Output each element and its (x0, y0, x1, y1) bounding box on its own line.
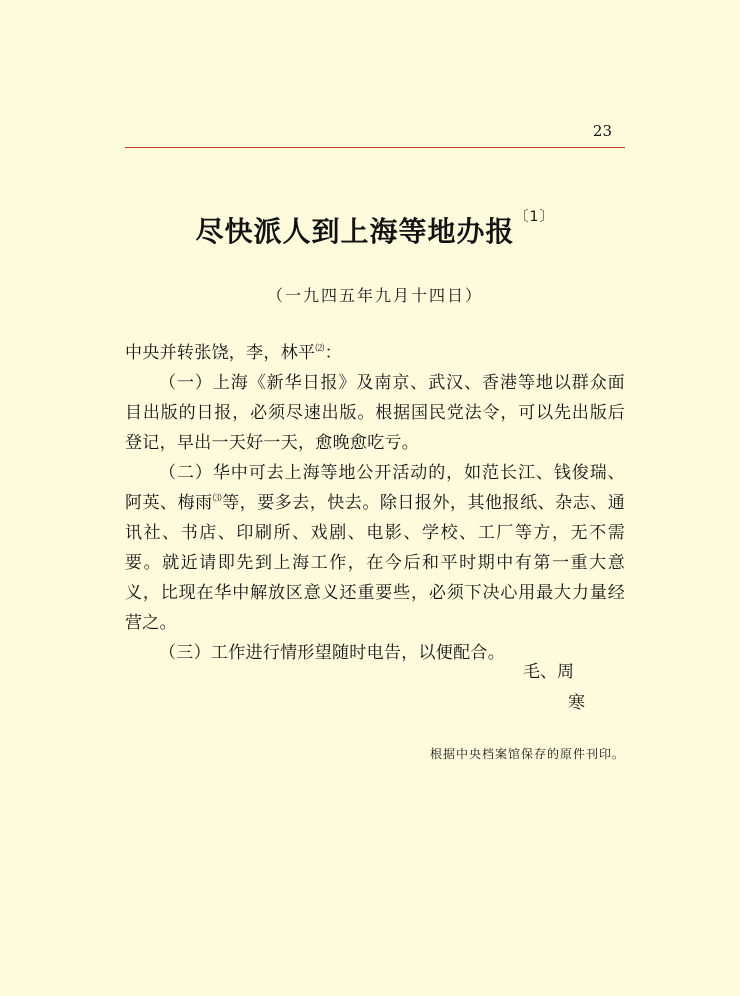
paragraph-1: （一）上海《新华日报》及南京、武汉、香港等地以群众面目出版的日报，必须尽速出版。根据国民党法令，可以先出版后登记，早出一天好一天，愈晚愈吃亏。 (125, 373, 625, 453)
paragraph-3: （三）工作进行情形望随时电告，以便配合。 (159, 643, 505, 663)
signature-line-1: 毛、周 (523, 662, 574, 682)
source-note: 根据中央档案馆保存的原件刊印。 (429, 747, 625, 761)
header-divider (125, 147, 625, 148)
paragraph-2-part-a: （二）华中可去上海等地公开活动的，如范长江、钱俊瑞、阿英、梅雨 (125, 463, 625, 513)
page-number: 23 (592, 122, 612, 140)
salutation (125, 338, 625, 368)
salutation-footnote-marker: ⑵ (315, 344, 325, 354)
document-body (125, 338, 625, 668)
document-title (125, 210, 625, 250)
document-date: （一九四五年九月十四日） (266, 286, 483, 305)
title-footnote-marker: 〔1〕 (514, 209, 555, 225)
signature-line-2: 寒 (568, 693, 585, 713)
paragraph-2 (125, 458, 625, 638)
title-text: 尽快派人到上海等地办报 (195, 215, 515, 248)
salutation-text: 中央并转张饶，李，林平 (125, 343, 316, 363)
salutation-end: ： (324, 343, 342, 363)
paragraph-2-footnote-marker: ⑶ (212, 494, 223, 504)
paragraph-2-part-b: 等，要多去，快去。除日报外，其他报纸、杂志、通讯社、书店、印刷所、戏剧、电影、学校、工厂等方，无不需要。就近请即先到上海工作，在今后和平时期中有第一重大意义，比现在华中解放区意义还重要些，必须下决心用最大力量经营之。 (125, 493, 625, 633)
